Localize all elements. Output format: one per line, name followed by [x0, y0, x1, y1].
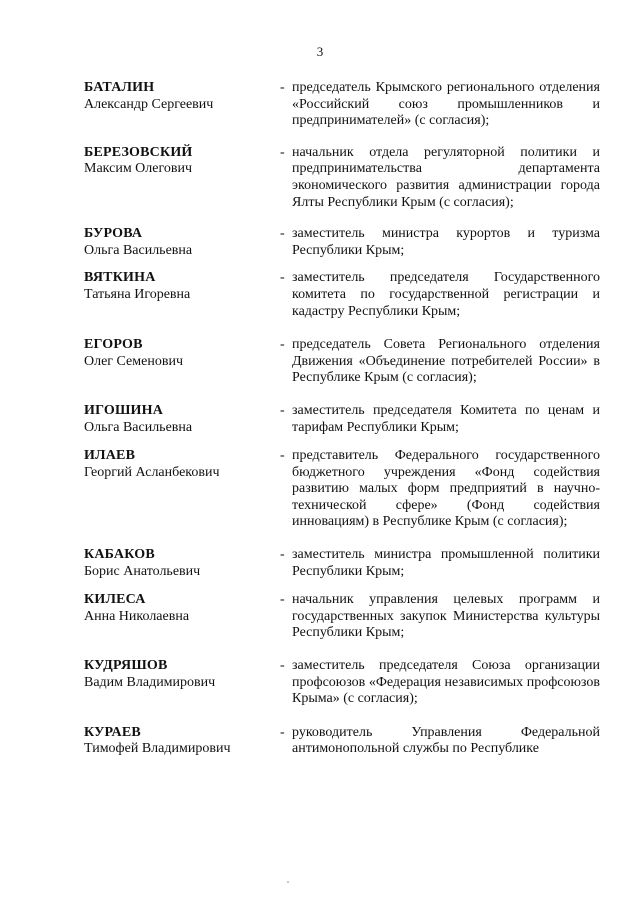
member-name [84, 658, 280, 708]
list-item [84, 592, 600, 642]
dash: - [280, 592, 285, 608]
member-surname: КУДРЯШОВ [84, 658, 168, 674]
member-name [84, 145, 280, 211]
list-item [84, 403, 600, 436]
member-given-name: Георгий Асланбекович [84, 464, 220, 480]
member-surname: ЕГОРОВ [84, 337, 143, 353]
member-position: начальник управления целевых программ и государственных закупок Министерства культуры Республики Крым; [292, 592, 600, 641]
member-position: заместитель председателя Союза организации профсоюзов «Федерация независимых профсоюзов Крыма» (с согласия); [292, 658, 600, 707]
member-given-name: Вадим Владимирович [84, 674, 216, 690]
member-name [84, 270, 280, 320]
member-surname: БУРОВА [84, 226, 143, 242]
member-name [84, 725, 280, 758]
member-name [84, 226, 280, 259]
list-item [84, 145, 600, 211]
member-position: представитель Федерального государственного бюджетного учреждения «Фонд содействия развитию малых форм предприятий в научно-технической сфере» (Фонд содействия инновациям) в Республике Крым (с согласия); [292, 448, 600, 530]
member-surname: КАБАКОВ [84, 547, 155, 563]
dash: - [280, 270, 285, 286]
dash: - [280, 547, 285, 563]
list-item [84, 80, 600, 130]
list-item [84, 547, 600, 580]
member-given-name: Ольга Васильевна [84, 419, 193, 435]
member-position: руководитель Управления Федеральной антимонопольной службы по Республике [292, 724, 600, 757]
member-given-name: Тимофей Владимирович [84, 741, 231, 757]
member-name [84, 448, 280, 531]
member-position: председатель Крымского регионального отделения «Российский союз промышленников и предпринимателей» (с согласия); [292, 80, 600, 129]
dash: - [280, 724, 285, 740]
member-given-name: Татьяна Игоревна [84, 286, 191, 302]
list-item [84, 725, 600, 758]
member-given-name: Анна Николаевна [84, 608, 190, 624]
member-surname: КУРАЕВ [84, 724, 141, 740]
dash: - [280, 402, 285, 418]
member-surname: КИЛЕСА [84, 592, 146, 608]
list-item [84, 226, 600, 259]
member-position: председатель Совета Регионального отделения Движения «Объединение потребителей России» в Республике Крым (с согласия); [292, 337, 600, 386]
member-name [84, 547, 280, 580]
member-position: заместитель председателя Комитета по ценам и тарифам Республики Крым; [292, 402, 600, 435]
member-given-name: Олег Семенович [84, 353, 183, 369]
dash: - [280, 80, 285, 95]
member-given-name: Борис Анатольевич [84, 563, 201, 579]
member-name [84, 337, 280, 387]
dash: - [280, 144, 285, 160]
member-given-name: Ольга Васильевна [84, 242, 193, 258]
scan-speck [287, 881, 289, 883]
list-item [84, 337, 600, 387]
member-name [84, 80, 280, 130]
list-item [84, 658, 600, 708]
member-surname: ВЯТКИНА [84, 270, 156, 286]
member-surname: БЕРЕЗОВСКИЙ [84, 144, 193, 160]
dash: - [280, 658, 285, 674]
member-position: заместитель министра промышленной политики Республики Крым; [292, 547, 600, 579]
member-surname: БАТАЛИН [84, 80, 155, 95]
dash: - [280, 226, 285, 242]
dash: - [280, 337, 285, 353]
dash: - [280, 448, 285, 464]
member-position: начальник отдела регуляторной политики и предпринимательства департамента экономического развития администрации города Ялты Республики Крым (с согласия); [292, 144, 600, 210]
list-item [84, 448, 600, 531]
member-surname: ИГОШИНА [84, 402, 164, 418]
member-name [84, 592, 280, 642]
member-surname: ИЛАЕВ [84, 448, 136, 464]
member-name [84, 403, 280, 436]
page-number: 3 [316, 44, 324, 59]
member-position: заместитель министра курортов и туризма Республики Крым; [292, 226, 600, 258]
member-position: заместитель председателя Государственного комитета по государственной регистрации и кадастру Республики Крым; [292, 270, 600, 319]
member-given-name: Александр Сергеевич [84, 96, 214, 112]
member-given-name: Максим Олегович [84, 161, 193, 177]
list-item [84, 270, 600, 320]
member-list [84, 80, 600, 758]
